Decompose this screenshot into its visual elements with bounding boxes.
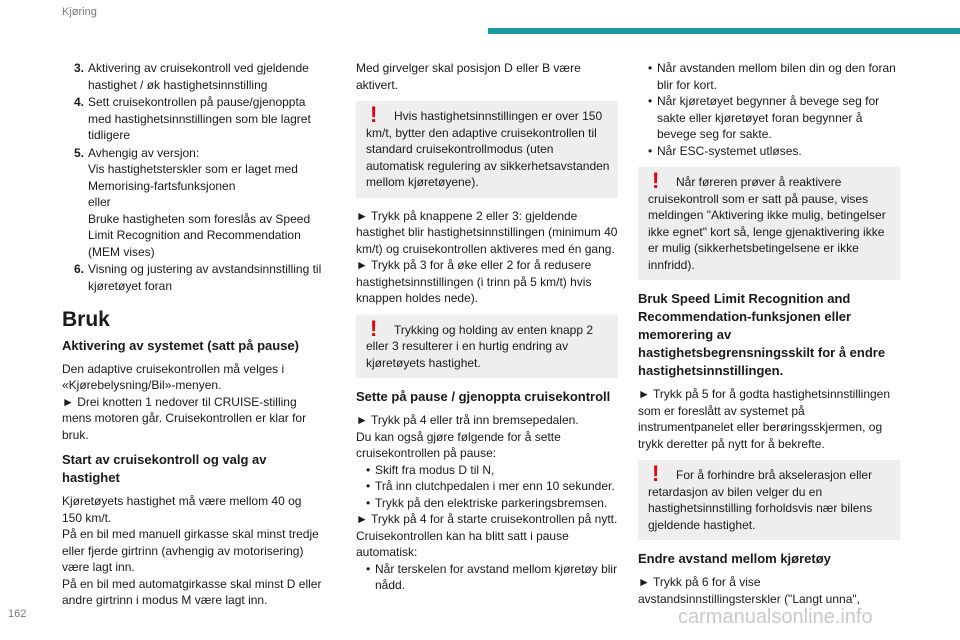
- warning-icon: !: [370, 102, 378, 127]
- steps-list: [62, 60, 324, 294]
- list-item: • Når terskelen for avstand mellom kjøretøy blir nådd.: [366, 561, 618, 594]
- warning-box: [638, 460, 900, 540]
- step-item: 4. Sett cruisekontrollen på pause/gjenoppta med hastighetsinnstillingen som ble lagret tidligere: [74, 95, 311, 142]
- heading-bruk: Bruk: [62, 308, 110, 331]
- list-item: • Skift fra modus D til N,: [366, 462, 618, 479]
- paragraph: Den adaptive cruisekontrollen må velges i «Kjørebelysning/Bil»-menyen. ► Drei knotten 1 nedover til CRUISE-stilling mens motoren går. Cruisekontrollen er klar for bruk.: [62, 361, 307, 442]
- warning-text: Når føreren prøver å reaktivere cruisekontroll som er satt på pause, vises meldingen "Aktivering ikke mulig, betingelser ikke egnet" kort så, lenge gjenaktivering ikke er mulig (sikkerhetsbetingelsene er ikke innfridd).: [648, 175, 886, 272]
- step-item: 6. Visning og justering av avstandsinnstilling til kjøretøyet foran: [74, 262, 322, 293]
- column-3: [638, 60, 900, 613]
- warning-text: For å forhindre brå akselerasjon eller retardasjon av bilen velger du en hastighetsinnstilling forholdsvis nær bilens gjeldende hastighet.: [648, 468, 873, 532]
- list-item: • Når kjøretøyet begynner å bevege seg for sakte eller kjøretøyet foran begynner å bevege seg for sakte.: [648, 93, 900, 143]
- step-item: 5. Avhengig av versjon: Vis hastighetsterskler som er laget med Memorising-fartsfunksjonen eller Bruke hastigheten som foreslås av Speed Limit Recognition and Recommendation (MEM vises): [74, 145, 311, 259]
- paragraph: ► Trykk på 5 for å godta hastighetsinnstillingen som er foreslått av systemet på instrumentpanelet eller berøringsskjermen, og trykk deretter på nytt for å bekrefte.: [638, 387, 891, 451]
- warning-text: Trykking og holding av enten knapp 2 eller 3 resulterer i en hurtig endring av kjøretøyets hastighet.: [366, 322, 594, 370]
- heading-pause: Sette på pause / gjenoppta cruisekontroll: [356, 389, 611, 404]
- header-section-title: Kjøring: [62, 6, 97, 18]
- list-item: • Trykk på den elektriske parkeringsbremsen.: [366, 495, 618, 512]
- warning-icon: !: [652, 461, 660, 486]
- bullet-list: [356, 462, 618, 512]
- paragraph: ► Trykk på 4 for å starte cruisekontrollen på nytt. Cruisekontrollen kan ha blitt satt i pause automatisk:: [356, 512, 618, 559]
- page-number: 162: [8, 608, 27, 620]
- warning-box: [356, 315, 618, 379]
- heading-aktivering: Aktivering av systemet (satt på pause): [62, 337, 299, 353]
- paragraph: ► Trykk på knappene 2 eller 3: gjeldende hastighet blir hastighetsinnstillingen (minimum 40 km/t) og cruisekontrollen aktiveres med én gang. ► Trykk på 3 for å øke eller 2 for å redusere hastighetsinnstillingen (i trinn på 5 km/t) hvis knappen holdes nede).: [356, 208, 618, 305]
- bullet-list: [356, 561, 618, 594]
- paragraph: ► Trykk på 6 for å vise avstandsinnstillingsterskler ("Langt unna",: [638, 575, 860, 606]
- list-item: • Når ESC-systemet utløses.: [648, 143, 900, 160]
- heading-avstand: Endre avstand mellom kjøretøy: [638, 551, 831, 566]
- list-item: • Når avstanden mellom bilen din og den foran blir for kort.: [648, 60, 900, 93]
- warning-icon: !: [370, 315, 378, 341]
- heading-speed-limit: Bruk Speed Limit Recognition and Recommendation-funksjonen eller memorering av hastighetsbegrensningsskilt for å endre hastighetsinnstillingen.: [638, 291, 886, 378]
- warning-box: [638, 167, 900, 280]
- list-item: • Trå inn clutchpedalen i mer enn 10 sekunder.: [366, 478, 618, 495]
- watermark: carmanualsonline.info: [678, 606, 873, 628]
- warning-text: Hvis hastighetsinnstillingen er over 150 km/t, bytter den adaptive cruisekontrollen til standard cruisekontrollmodus (uten automatisk regulering av sikkerhetsavstanden mellom kjøretøyene).: [366, 109, 610, 189]
- paragraph: Kjøretøyets hastighet må være mellom 40 og 150 km/t. På en bil med manuell girkasse skal minst tredje eller fjerde girtrinn (avhengig av motorisering) være lagt inn. På en bil med automatgirkasse skal minst D eller andre girtrinn i modus M være lagt inn.: [62, 494, 322, 607]
- bullet-list: [638, 60, 900, 159]
- header-accent-bar: [488, 28, 960, 34]
- step-item: 3. Aktivering av cruisekontroll ved gjeldende hastighet / øk hastighetsinnstilling: [74, 61, 309, 92]
- paragraph: ► Trykk på 4 eller trå inn bremsepedalen. Du kan også gjøre følgende for å sette cruisekontrollen på pause:: [356, 413, 579, 460]
- column-1: [62, 60, 324, 615]
- warning-icon: !: [652, 168, 660, 193]
- heading-start: Start av cruisekontroll og valg av hastighet: [62, 452, 267, 485]
- paragraph: Med girvelger skal posisjon D eller B være aktivert.: [356, 61, 581, 92]
- warning-box: [356, 101, 618, 198]
- column-2: [356, 60, 618, 594]
